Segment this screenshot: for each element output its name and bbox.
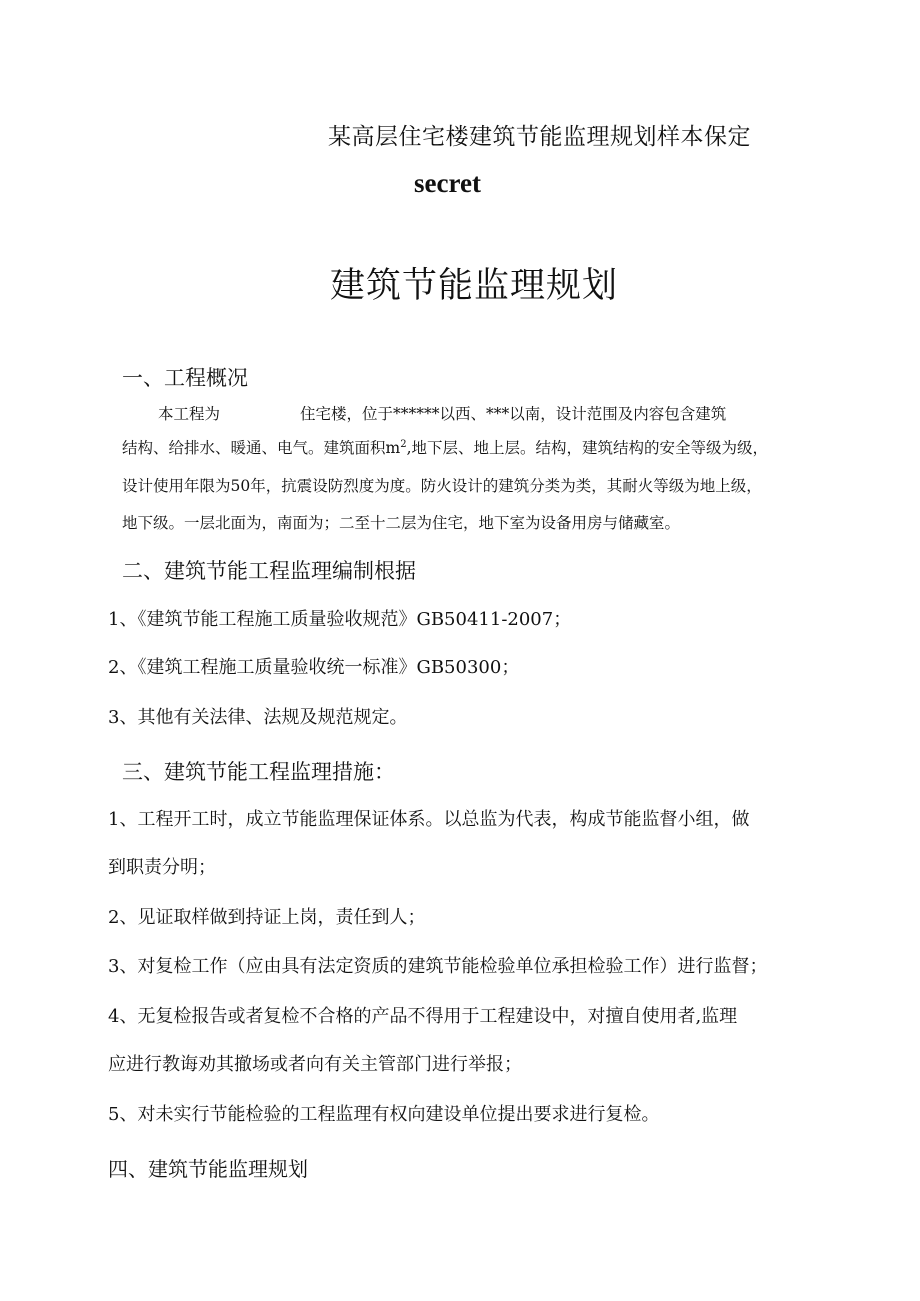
line2-part-b: ,地下层、地上层。结构，建筑结构的安全等级为级， [406, 439, 769, 457]
section1-text-line1b: 住宅楼，位于******以西、***以南，设计范围及内容包含建筑 [300, 405, 727, 423]
section3-item-1-line1: 1、工程开工时，成立节能监理保证体系。以总监为代表，构成节能监督小组，做 [108, 809, 750, 830]
section1-heading: 一、工程概况 [122, 366, 248, 390]
document-title: 某高层住宅楼建筑节能监理规划样本保定 [328, 124, 751, 150]
section3-item-4-line2: 应进行教诲劝其撤场或者向有关主管部门进行举报； [108, 1054, 522, 1075]
section3-item-5: 5、对未实行节能检验的工程监理有权向建设单位提出要求进行复检。 [108, 1104, 660, 1125]
section3-item-1-line2: 到职责分明； [108, 857, 216, 878]
section3-item-4-line1: 4、无复检报告或者复检不合格的产品不得用于工程建设中，对擅自使用者,监理 [108, 1006, 738, 1027]
section1-text-line1a: 本工程为 [158, 405, 221, 423]
section2-item-1: 1、《建筑节能工程施工质量验收规范》GB50411-2007； [108, 609, 572, 630]
section2-heading: 二、建筑节能工程监理编制根据 [122, 559, 416, 583]
section4-heading: 四、建筑节能监理规划 [108, 1157, 308, 1181]
section3-item-2: 2、见证取样做到持证上岗，责任到人； [108, 907, 426, 928]
section2-item-2: 2、《建筑工程施工质量验收统一标准》GB50300； [108, 657, 520, 678]
main-title: 建筑节能监理规划 [330, 266, 619, 306]
section1-text-line3: 设计使用年限为50年，抗震设防烈度为度。防火设计的建筑分类为类，其耐火等级为地上级， [122, 477, 762, 495]
section3-heading: 三、建筑节能工程监理措施： [122, 760, 395, 784]
section2-item-3: 3、其他有关法律、法规及规范规定。 [108, 707, 408, 728]
section3-item-3: 3、对复检工作（应由具有法定资质的建筑节能检验单位承担检验工作）进行监督； [108, 956, 768, 977]
section1-text-line2 [122, 436, 768, 458]
area-unit-superscript: 2 [400, 438, 407, 450]
section1-text-line4: 地下级。一层北面为，南面为；二至十二层为住宅，地下室为设备用房与储藏室。 [122, 514, 681, 532]
line2-part-a: 结构、给排水、暖通、电气。建筑面积m [122, 439, 401, 457]
secret-label: secret [414, 168, 481, 198]
